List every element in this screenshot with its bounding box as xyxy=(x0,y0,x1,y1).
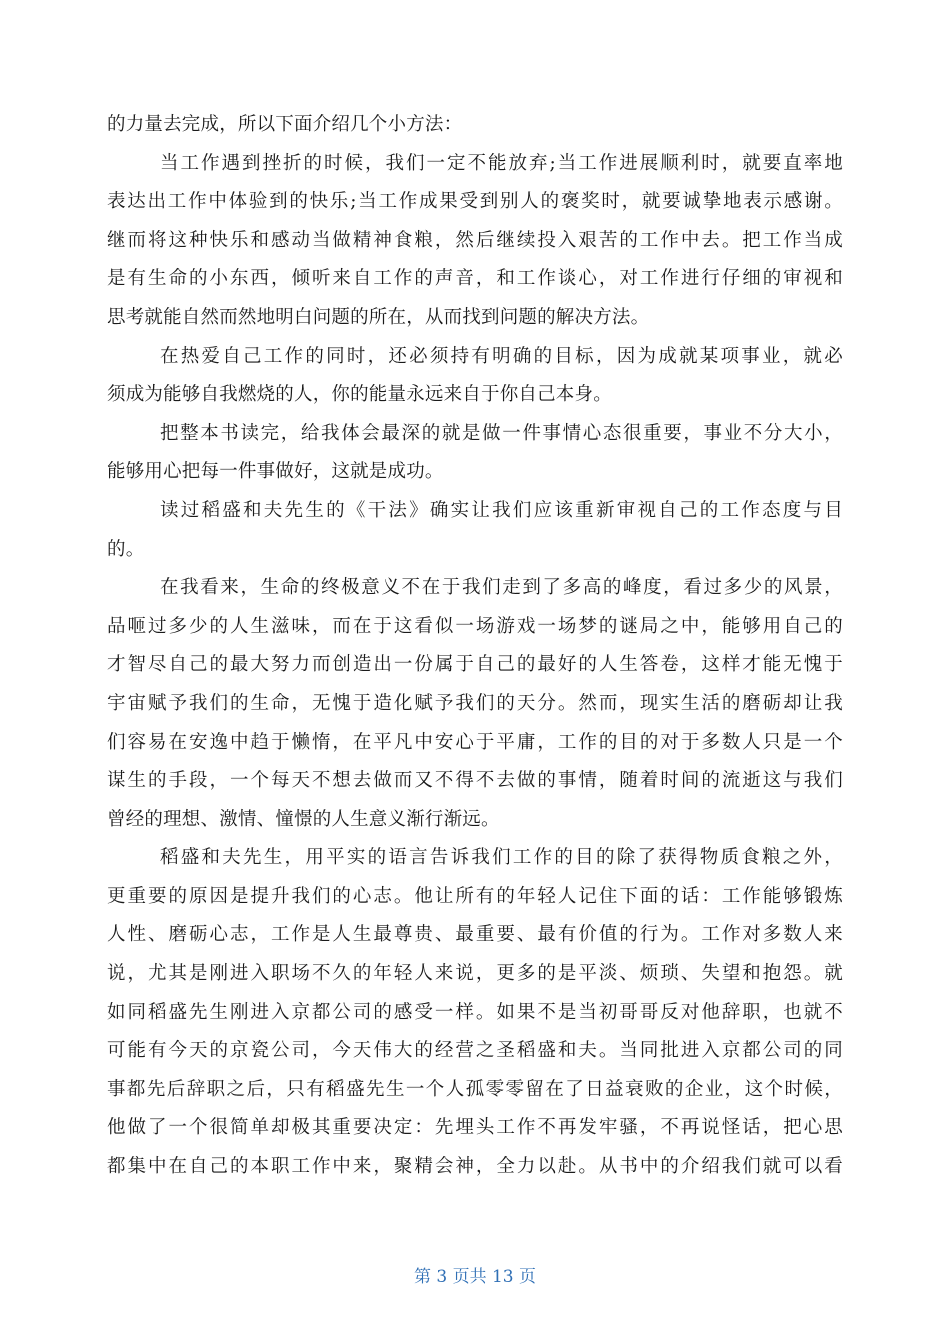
text-line: 表达出工作中体验到的快乐;当工作成果受到别人的褒奖时，就要诚挚地表示感谢。 xyxy=(107,191,843,213)
page-number: 第 3 页共 13 页 xyxy=(413,1267,537,1287)
text-line: 把整本书读完，给我体会最深的就是做一件事情心态很重要，事业不分大小， xyxy=(160,422,843,444)
text-line: 的。 xyxy=(107,538,145,560)
text-line: 是有生命的小东西，倾听来自工作的声音，和工作谈心，对工作进行仔细的审视和 xyxy=(107,268,843,290)
text-line: 谋生的手段，一个每天不想去做而又不得不去做的事情，随着时间的流逝这与我们 xyxy=(107,770,843,792)
text-line: 都集中在自己的本职工作中来，聚精会神，全力以赴。从书中的介绍我们就可以看 xyxy=(107,1156,843,1178)
text-line: 人性、磨砺心志，工作是人生最尊贵、最重要、最有价值的行为。工作对多数人来 xyxy=(107,924,843,946)
text-line: 说，尤其是刚进入职场不久的年轻人来说，更多的是平淡、烦琐、失望和抱怨。就 xyxy=(107,963,843,985)
text-line: 品咂过多少的人生滋味，而在于这看似一场游戏一场梦的谜局之中，能够用自己的 xyxy=(107,615,843,637)
text-line: 读过稻盛和夫先生的《干法》确实让我们应该重新审视自己的工作态度与目 xyxy=(160,499,843,521)
text-line: 能够用心把每一件事做好，这就是成功。 xyxy=(107,461,444,483)
text-line: 当工作遇到挫折的时候，我们一定不能放弃;当工作进展顺利时，就要直率地 xyxy=(160,152,843,174)
document-body xyxy=(107,106,843,1187)
text-line: 稻盛和夫先生，用平实的语言告诉我们工作的目的除了获得物质食粮之外， xyxy=(160,847,843,869)
text-line: 的力量去完成，所以下面介绍几个小方法： xyxy=(107,114,463,135)
text-line: 在我看来，生命的终极意义不在于我们走到了多高的峰度，看过多少的风景， xyxy=(160,577,843,599)
text-line: 可能有今天的京瓷公司，今天伟大的经营之圣稻盛和夫。当同批进入京都公司的同 xyxy=(107,1040,843,1062)
text-line: 在热爱自己工作的同时，还必须持有明确的目标，因为成就某项事业，就必 xyxy=(160,345,843,367)
text-line: 更重要的原因是提升我们的心志。他让所有的年轻人记住下面的话：工作能够锻炼 xyxy=(107,885,843,907)
text-line: 曾经的理想、激情、憧憬的人生意义渐行渐远。 xyxy=(107,808,500,830)
text-line: 们容易在安逸中趋于懒惰，在平凡中安心于平庸，工作的目的对于多数人只是一个 xyxy=(107,731,843,753)
text-line: 他做了一个很简单却极其重要决定：先埋头工作不再发牢骚，不再说怪话，把心思 xyxy=(107,1117,843,1139)
text-line: 须成为能够自我燃烧的人，你的能量永远来自于你自己本身。 xyxy=(107,384,612,406)
text-line: 才智尽自己的最大努力而创造出一份属于自己的最好的人生答卷，这样才能无愧于 xyxy=(107,654,843,676)
text-line: 如同稻盛先生刚进入京都公司的感受一样。如果不是当初哥哥反对他辞职，也就不 xyxy=(107,1001,843,1023)
text-line: 继而将这种快乐和感动当做精神食粮，然后继续投入艰苦的工作中去。把工作当成 xyxy=(107,229,843,251)
text-line: 宇宙赋予我们的生命，无愧于造化赋予我们的天分。然而，现实生活的磨砺却让我 xyxy=(107,692,843,714)
text-line: 思考就能自然而然地明白问题的所在，从而找到问题的解决方法。 xyxy=(107,306,650,328)
text-line: 事都先后辞职之后，只有稻盛先生一个人孤零零留在了日益衰败的企业，这个时候， xyxy=(107,1078,843,1100)
